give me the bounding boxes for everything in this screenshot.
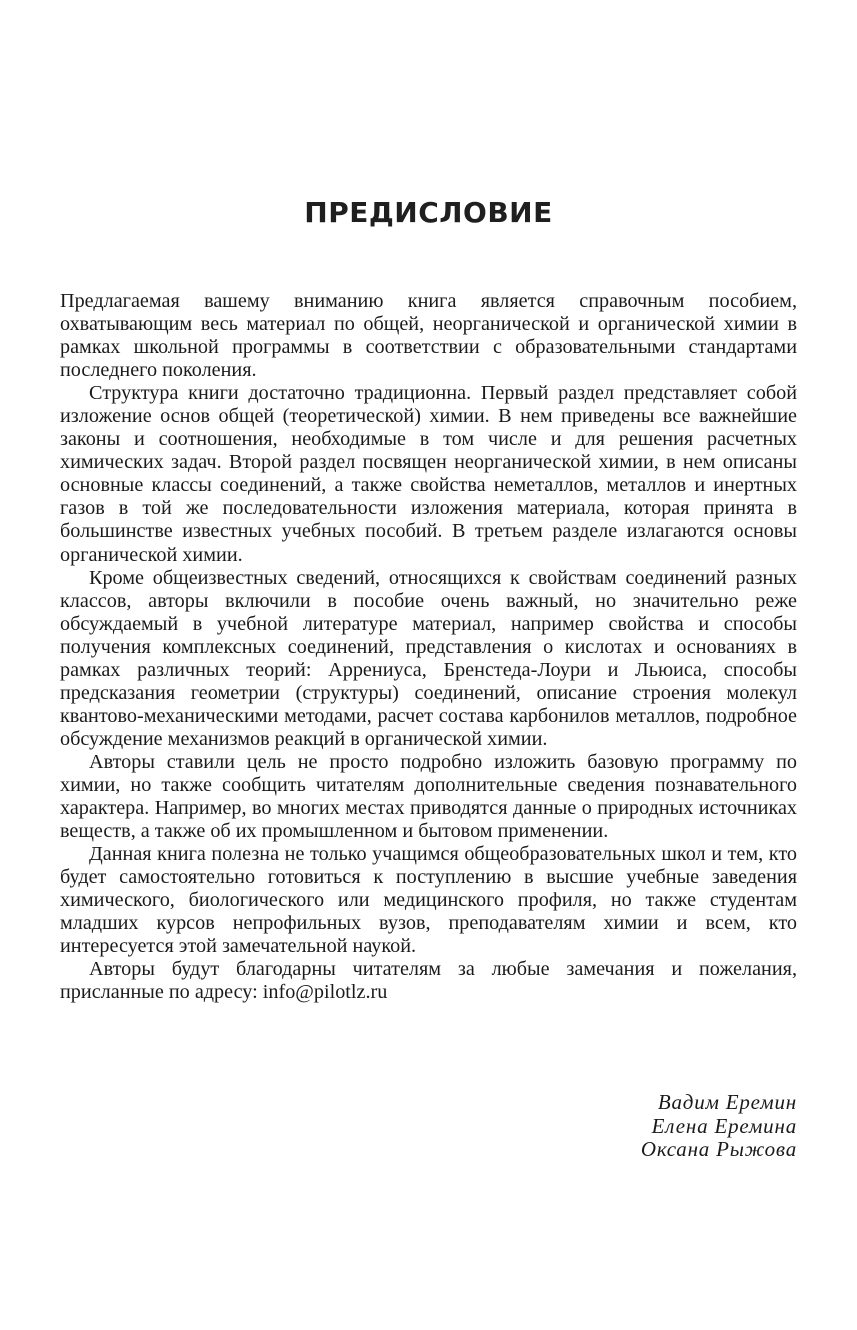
paragraph-structure: Структура книги достаточно традиционна. Первый раздел представляет собой изложение основ общей (теоретической) химии. В нем приведены все важнейшие законы и соотношения, необходимые в том числе и для решения расчетных химических задач. Второй раздел посвящен неорганической химии, в нем описаны основные классы соединений, а также свойства неметаллов, металлов и инертных газов в той же последовательности изложения материала, которая принята в большинстве известных учебных пособий. В третьем разделе излагаются основы органической химии. xyxy=(60,382,797,566)
paragraph-feedback: Авторы будут благодарны читателям за любые замечания и пожелания, присланные по адресу: info@pilotlz.ru xyxy=(60,958,797,1004)
paragraph-goals: Авторы ставили цель не просто подробно изложить базовую программу по химии, но также сообщить читателям дополнительные сведения познавательного характера. Например, во многих местах приводятся данные о природных источниках веществ, а также об их промышленном и бытовом применении. xyxy=(60,750,797,843)
page-title: ПРЕДИСЛОВИЕ xyxy=(304,196,553,229)
author-name: Вадим Еремин xyxy=(657,1090,797,1114)
paragraph-intro: Предлагаемая вашему вниманию книга является справочным пособием, охватывающим весь материал по общей, неорганической и органической химии в рамках школьной программы в соответствии с образовательными стандартами последнего поколения. xyxy=(60,290,797,382)
author-name: Елена Еремина xyxy=(651,1113,797,1138)
preface-body xyxy=(60,290,797,1004)
paragraph-extra-material: Кроме общеизвестных сведений, относящихся к свойствам соединений разных классов, авторы включили в пособие очень важный, но значительно реже обсуждаемый в учебной литературе материал, например свойства и способы получения комплексных соединений, представления о кислотах и основаниях в рамках различных теорий: Аррениуса, Бренстеда-Лоури и Льюиса, способы предсказания геометрии (структуры) соединений, описание строения молекул квантово-механическими методами, расчет состава карбонилов металлов, подробное обсуждение механизмов реакций в органической химии. xyxy=(60,566,797,750)
paragraph-audience: Данная книга полезна не только учащимся общеобразовательных школ и тем, кто будет самостоятельно готовиться к поступлению в высшие учебные заведения химического, биологического или медицинского профиля, но также студентам младших курсов непрофильных вузов, преподавателям химии и всем, кто интересуется этой замечательной наукой. xyxy=(60,843,797,958)
page xyxy=(60,0,797,1330)
author-signatures xyxy=(641,1091,797,1162)
author-name: Оксана Рыжова xyxy=(640,1137,797,1161)
